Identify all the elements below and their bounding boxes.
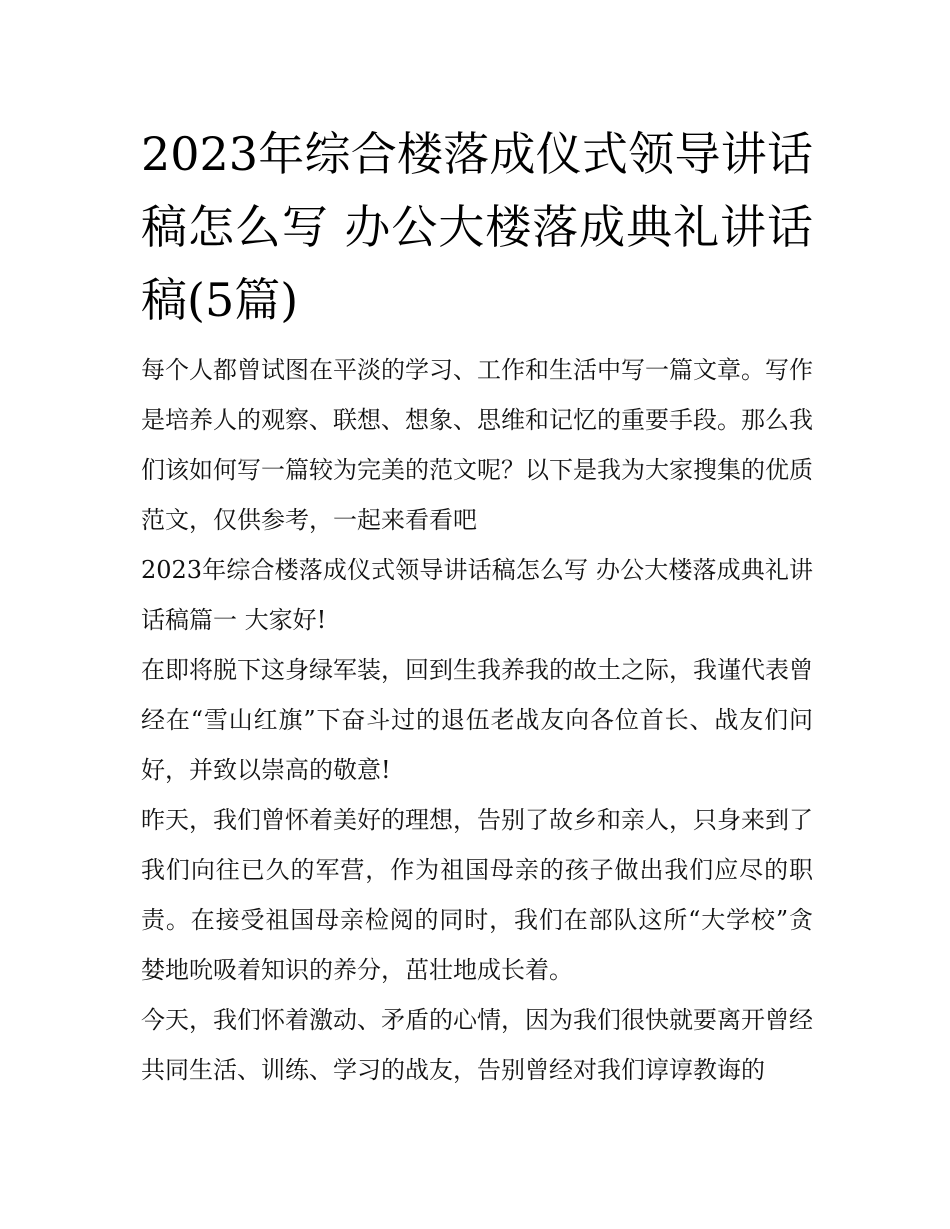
document-body — [141, 118, 813, 1095]
paragraph-intro: 每个人都曾试图在平淡的学习、工作和生活中写一篇文章。写作是培养人的观察、联想、想象、思维和记忆的重要手段。那么我们该如何写一篇较为完美的范文呢？以下是我为大家搜集的优质范文，仅供参考，一起来看看吧 — [141, 356, 813, 534]
paragraph-heading-greeting: 2023年综合楼落成仪式领导讲话稿怎么写 办公大楼落成典礼讲话稿篇一 大家好! — [141, 556, 813, 634]
paragraph-yesterday: 昨天，我们曾怀着美好的理想，告别了故乡和亲人，只身来到了我们向往已久的军营，作为祖国母亲的孩子做出我们应尽的职责。在接受祖国母亲检阅的同时，我们在部队这所“大学校”贪婪地吮吸着知识的养分，茁壮地成长着。 — [141, 806, 813, 984]
paragraph-farewell: 在即将脱下这身绿军装，回到生我养我的故土之际，我谨代表曾经在“雪山红旗”下奋斗过的退伍老战友向各位首长、战友们问好，并致以崇高的敬意! — [141, 656, 813, 784]
paragraph-today: 今天，我们怀着激动、矛盾的心情，因为我们很快就要离开曾经共同生活、训练、学习的战友，告别曾经对我们谆谆教诲的 — [141, 1006, 813, 1084]
document-title: 2023年综合楼落成仪式领导讲话稿怎么写 办公大楼落成典礼讲话稿(5篇) — [141, 127, 813, 327]
